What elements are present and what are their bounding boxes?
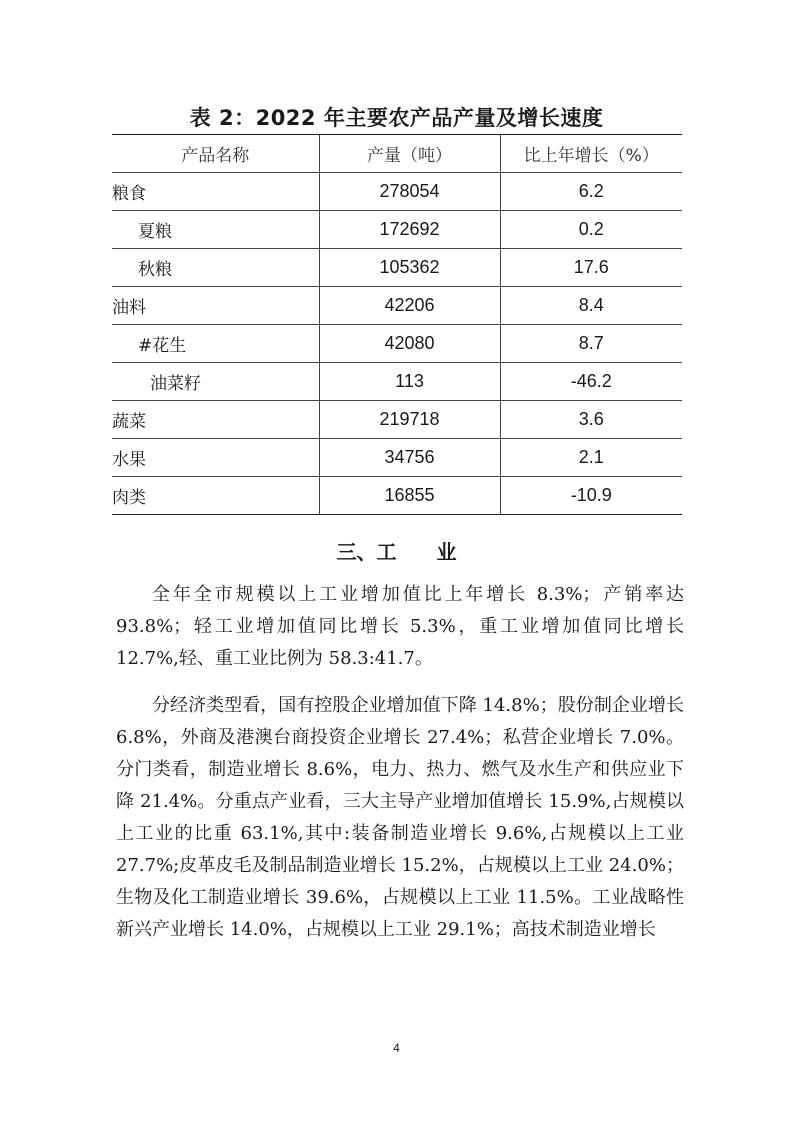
header-output: 产量（吨） bbox=[319, 135, 500, 173]
cell-growth: -46.2 bbox=[500, 363, 682, 401]
cell-output: 172692 bbox=[319, 211, 500, 249]
cell-growth: 8.4 bbox=[500, 287, 682, 325]
header-growth: 比上年增长（%） bbox=[500, 135, 682, 173]
cell-product-name: 蔬菜 bbox=[112, 401, 319, 439]
cell-product-name: 夏粮 bbox=[112, 211, 319, 249]
cell-output: 219718 bbox=[319, 401, 500, 439]
cell-product-name: 油料 bbox=[112, 287, 319, 325]
cell-product-name: 水果 bbox=[112, 439, 319, 477]
table-row bbox=[112, 477, 682, 515]
table-row bbox=[112, 211, 682, 249]
cell-growth: 6.2 bbox=[500, 173, 682, 211]
table-title: 表 2：2022 年主要农产品产量及增长速度 bbox=[189, 106, 604, 130]
cell-growth: 3.6 bbox=[500, 401, 682, 439]
cell-output: 16855 bbox=[319, 477, 500, 515]
cell-product-name: #花生 bbox=[112, 325, 319, 363]
cell-output: 42206 bbox=[319, 287, 500, 325]
table-row bbox=[112, 173, 682, 211]
table-row bbox=[112, 287, 682, 325]
table-row bbox=[112, 363, 682, 401]
page-number: 4 bbox=[393, 1041, 400, 1055]
agricultural-output-table bbox=[112, 134, 682, 515]
cell-product-name: 粮食 bbox=[112, 173, 319, 211]
section-title: 三、工 业 bbox=[336, 540, 457, 564]
cell-product-name: 油菜籽 bbox=[112, 363, 319, 401]
table-row bbox=[112, 325, 682, 363]
table-row bbox=[112, 401, 682, 439]
cell-growth: -10.9 bbox=[500, 477, 682, 515]
cell-output: 34756 bbox=[319, 439, 500, 477]
table-header-row bbox=[112, 135, 682, 173]
cell-growth: 0.2 bbox=[500, 211, 682, 249]
cell-growth: 2.1 bbox=[500, 439, 682, 477]
body-paragraph: 分经济类型看，国有控股企业增加值下降 14.8%；股份制企业增长 6.8%，外商及港澳台商投资企业增长 27.4%；私营企业增长 7.0%。分门类看，制造业增长 8.6%，电力、热力、燃气及水生产和供应业下降 21.4%。分重点产业看，三大主导产业增加值增长 15.9%,占规模以上工业的比重 63.1%,其中:装备制造业增长 9.6%,占规模以上工业 27.7%;皮革皮毛及制品制造业增长 15.2%，占规模以上工业 24.0%；生物及化工制造业增长 39.6%，占规模以上工业 11.5%。工业战略性新兴产业增长 14.0%，占规模以上工业 29.1%；高技术制造业增长 bbox=[116, 695, 684, 940]
cell-output: 42080 bbox=[319, 325, 500, 363]
table-row bbox=[112, 439, 682, 477]
cell-output: 278054 bbox=[319, 173, 500, 211]
body-paragraph: 全年全市规模以上工业增加值比上年增长 8.3%；产销率达 93.8%；轻工业增加值同比增长 5.3%，重工业增加值同比增长 12.7%,轻、重工业比例为 58.3:41.7。 bbox=[116, 584, 684, 669]
cell-output: 113 bbox=[319, 363, 500, 401]
table-row bbox=[112, 249, 682, 287]
cell-growth: 8.7 bbox=[500, 325, 682, 363]
cell-growth: 17.6 bbox=[500, 249, 682, 287]
cell-product-name: 肉类 bbox=[112, 477, 319, 515]
cell-product-name: 秋粮 bbox=[112, 249, 319, 287]
cell-output: 105362 bbox=[319, 249, 500, 287]
header-product-name: 产品名称 bbox=[112, 135, 319, 173]
